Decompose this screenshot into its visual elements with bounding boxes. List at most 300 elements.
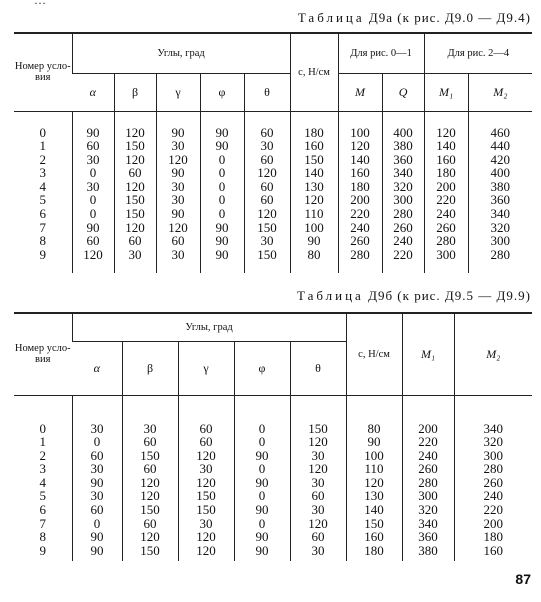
table-cell: 400	[468, 166, 532, 180]
table-d9b	[14, 312, 532, 561]
table-row	[14, 489, 532, 503]
spacer-cell	[244, 261, 290, 273]
table-cell: 240	[338, 221, 382, 235]
table-cell: 120	[122, 476, 178, 490]
table-cell: 30	[72, 462, 122, 476]
spacer-cell	[382, 261, 424, 273]
spacer-cell	[454, 557, 532, 561]
table-cell: 0	[72, 517, 122, 531]
table-cell: 30	[72, 422, 122, 436]
table-cell: 180	[290, 126, 338, 140]
table-cell: 260	[424, 221, 468, 235]
table-cell: 4	[39, 178, 46, 194]
table-cell: 160	[290, 139, 338, 153]
table-cell: 90	[72, 221, 114, 235]
table-cell: 90	[290, 234, 338, 248]
spacer-cell	[468, 111, 532, 126]
table-cell: 240	[382, 234, 424, 248]
table-cell: 120	[290, 193, 338, 207]
table-cell: 120	[338, 139, 382, 153]
table-cell: 240	[402, 449, 454, 463]
table-cell: 0	[39, 124, 46, 140]
table-cell: 120	[122, 530, 178, 544]
spacer-cell	[200, 111, 244, 126]
table-cell: 90	[72, 126, 114, 140]
table-cell: 30	[244, 234, 290, 248]
header-phi: φ	[234, 341, 290, 395]
table-cell: 80	[346, 422, 402, 436]
table-cell: 30	[72, 489, 122, 503]
table-cell: 90	[234, 530, 290, 544]
spacer-cell	[72, 557, 122, 561]
table-cell: 90	[346, 435, 402, 449]
table-cell: 7	[39, 219, 46, 235]
table-cell: 150	[114, 139, 156, 153]
table-cell: 180	[338, 180, 382, 194]
table-cell: 130	[290, 180, 338, 194]
table-cell: 220	[402, 435, 454, 449]
table-cell: 60	[72, 449, 122, 463]
table-cell: 120	[178, 544, 234, 558]
table-b-caption-word: Таблица	[296, 288, 364, 303]
table-cell: 60	[122, 517, 178, 531]
table-cell: 6	[39, 206, 46, 222]
table-cell: 2	[39, 151, 46, 167]
table-cell: 260	[454, 476, 532, 490]
table-cell: 150	[346, 517, 402, 531]
spacer-cell	[338, 261, 382, 273]
table-cell: 60	[244, 153, 290, 167]
table-cell: 140	[346, 503, 402, 517]
table-cell: 280	[424, 234, 468, 248]
spacer-cell	[178, 395, 234, 422]
table-a-body	[14, 111, 532, 273]
spacer-row	[14, 557, 532, 561]
table-cell: 120	[290, 462, 346, 476]
table-cell: 0	[200, 166, 244, 180]
table-cell: 0	[200, 193, 244, 207]
table-cell: 140	[338, 153, 382, 167]
table-cell: 0	[234, 435, 290, 449]
table-cell: 260	[402, 462, 454, 476]
table-cell: 0	[234, 517, 290, 531]
table-row	[14, 449, 532, 463]
table-cell: 0	[72, 166, 114, 180]
table-cell: 150	[122, 544, 178, 558]
spacer-cell	[122, 557, 178, 561]
page-number: 87	[515, 571, 531, 587]
spacer-row	[14, 111, 532, 126]
table-cell: 120	[122, 489, 178, 503]
table-cell: 90	[72, 530, 122, 544]
spacer-cell	[234, 395, 290, 422]
spacer-row	[14, 261, 532, 273]
header-alpha: α	[72, 73, 114, 111]
table-cell: 0	[72, 435, 122, 449]
table-cell: 120	[290, 517, 346, 531]
table-cell: 90	[234, 476, 290, 490]
table-cell: 60	[72, 139, 114, 153]
spacer-cell	[14, 111, 72, 126]
header-condition: Номер усло-вия	[14, 313, 72, 395]
table-cell: 0	[234, 489, 290, 503]
table-cell: 280	[454, 462, 532, 476]
table-cell: 30	[178, 462, 234, 476]
table-cell: 0	[200, 180, 244, 194]
header-gamma: γ	[156, 73, 200, 111]
table-cell: 90	[234, 449, 290, 463]
header-phi: φ	[200, 73, 244, 111]
table-cell: 320	[454, 435, 532, 449]
table-cell: 180	[424, 166, 468, 180]
table-cell: 120	[244, 207, 290, 221]
spacer-cell	[338, 111, 382, 126]
table-cell: 120	[178, 449, 234, 463]
table-row	[14, 221, 532, 235]
table-cell: 30	[72, 153, 114, 167]
table-row	[14, 530, 532, 544]
table-cell: 180	[454, 530, 532, 544]
spacer-cell	[72, 261, 114, 273]
table-cell: 120	[244, 166, 290, 180]
table-cell: 90	[72, 544, 122, 558]
table-cell: 90	[234, 544, 290, 558]
table-cell: 60	[290, 489, 346, 503]
header-theta: θ	[244, 73, 290, 111]
header-group-fig-0-1: Для рис. 0—1	[338, 33, 424, 73]
table-cell: 220	[338, 207, 382, 221]
spacer-cell	[72, 111, 114, 126]
table-cell: 90	[200, 234, 244, 248]
table-cell: 150	[290, 422, 346, 436]
table-row	[14, 126, 532, 140]
table-cell: 340	[402, 517, 454, 531]
table-cell: 90	[156, 166, 200, 180]
spacer-cell	[72, 395, 122, 422]
table-cell: 60	[178, 435, 234, 449]
table-cell: 0	[234, 462, 290, 476]
table-cell: 0	[39, 420, 46, 436]
table-cell: 90	[200, 139, 244, 153]
table-cell: 90	[234, 503, 290, 517]
table-row	[14, 139, 532, 153]
spacer-cell	[290, 261, 338, 273]
table-cell: 280	[338, 248, 382, 262]
table-cell: 0	[200, 153, 244, 167]
table-cell: 30	[72, 180, 114, 194]
table-cell: 240	[454, 489, 532, 503]
table-cell: 120	[178, 530, 234, 544]
table-cell: 110	[290, 207, 338, 221]
table-cell: 380	[468, 180, 532, 194]
table-cell: 180	[346, 544, 402, 558]
table-cell: 80	[290, 248, 338, 262]
table-cell: 300	[424, 248, 468, 262]
table-a-caption-word: Таблица	[297, 10, 365, 25]
table-cell: 60	[72, 503, 122, 517]
table-cell: 120	[156, 221, 200, 235]
table-cell: 0	[200, 207, 244, 221]
table-cell: 150	[122, 449, 178, 463]
header-angles: Углы, град	[72, 313, 346, 341]
header-c: c, Н/см	[346, 313, 402, 395]
table-cell: 1	[39, 138, 46, 154]
spacer-cell	[346, 557, 402, 561]
table-cell: 160	[424, 153, 468, 167]
table-row	[14, 248, 532, 262]
table-cell: 60	[72, 234, 114, 248]
spacer-cell	[402, 395, 454, 422]
table-cell: 380	[382, 139, 424, 153]
table-cell: 150	[114, 193, 156, 207]
table-a-caption	[298, 10, 531, 26]
header-beta: β	[114, 73, 156, 111]
spacer-cell	[382, 111, 424, 126]
table-cell: 120	[346, 476, 402, 490]
table-cell: 30	[290, 476, 346, 490]
table-cell: 0	[72, 207, 114, 221]
table-row	[14, 166, 532, 180]
table-cell: 440	[468, 139, 532, 153]
table-cell: 120	[72, 248, 114, 262]
spacer-cell	[424, 261, 468, 273]
table-d9a	[14, 32, 532, 273]
table-cell: 360	[382, 153, 424, 167]
table-cell: 30	[290, 544, 346, 558]
table-cell: 300	[382, 193, 424, 207]
cut-off-text: …	[34, 0, 46, 7]
table-cell: 60	[244, 180, 290, 194]
header-group-fig-2-4: Для рис. 2—4	[424, 33, 532, 73]
table-cell: 150	[290, 153, 338, 167]
table-row	[14, 517, 532, 531]
table-cell: 0	[72, 193, 114, 207]
table-cell: 120	[178, 476, 234, 490]
table-cell: 340	[382, 166, 424, 180]
table-cell: 90	[72, 476, 122, 490]
table-cell: 200	[424, 180, 468, 194]
table-cell: 120	[114, 180, 156, 194]
table-cell: 150	[114, 207, 156, 221]
table-row	[14, 234, 532, 248]
table-cell: 0	[234, 422, 290, 436]
spacer-row	[14, 395, 532, 422]
table-cell: 120	[156, 153, 200, 167]
table-cell: 30	[156, 248, 200, 262]
table-cell: 260	[382, 221, 424, 235]
table-cell: 150	[244, 221, 290, 235]
table-cell: 120	[290, 435, 346, 449]
table-cell: 150	[244, 248, 290, 262]
table-b-caption-rest: Д9б (к рис. Д9.5 — Д9.9)	[368, 288, 531, 303]
table-cell: 5	[39, 488, 46, 504]
table-cell: 320	[468, 221, 532, 235]
table-cell: 30	[290, 503, 346, 517]
table-cell: 320	[402, 503, 454, 517]
table-cell: 30	[244, 139, 290, 153]
table-cell: 340	[468, 207, 532, 221]
table-row	[14, 462, 532, 476]
spacer-cell	[290, 395, 346, 422]
table-cell: 30	[178, 517, 234, 531]
table-cell: 60	[290, 530, 346, 544]
table-row	[14, 544, 532, 558]
table-cell: 90	[200, 221, 244, 235]
table-cell: 280	[382, 207, 424, 221]
table-row	[14, 503, 532, 517]
table-b-body	[14, 395, 532, 561]
table-cell: 60	[122, 462, 178, 476]
header-gamma: γ	[178, 341, 234, 395]
table-cell: 8	[39, 233, 46, 249]
spacer-cell	[178, 557, 234, 561]
spacer-cell	[234, 557, 290, 561]
table-cell: 100	[346, 449, 402, 463]
table-cell: 100	[290, 221, 338, 235]
spacer-cell	[454, 395, 532, 422]
spacer-cell	[14, 261, 72, 273]
table-cell: 30	[156, 193, 200, 207]
table-cell: 360	[402, 530, 454, 544]
table-cell: 220	[424, 193, 468, 207]
table-cell: 60	[114, 234, 156, 248]
table-cell: 30	[114, 248, 156, 262]
table-cell: 200	[338, 193, 382, 207]
header-q: Q	[382, 73, 424, 111]
spacer-cell	[122, 395, 178, 422]
header-alpha: α	[72, 341, 122, 395]
table-cell: 120	[114, 221, 156, 235]
table-cell: 120	[424, 126, 468, 140]
spacer-cell	[402, 557, 454, 561]
table-cell: 260	[338, 234, 382, 248]
header-m: M	[338, 73, 382, 111]
table-cell: 320	[382, 180, 424, 194]
header-beta: β	[122, 341, 178, 395]
table-row	[14, 207, 532, 221]
table-cell: 360	[468, 193, 532, 207]
table-cell: 30	[290, 449, 346, 463]
table-row	[14, 153, 532, 167]
table-row	[14, 180, 532, 194]
table-cell: 90	[156, 126, 200, 140]
table-cell: 3	[39, 165, 46, 181]
header-angles: Углы, град	[72, 33, 290, 73]
spacer-cell	[290, 557, 346, 561]
spacer-cell	[424, 111, 468, 126]
table-cell: 420	[468, 153, 532, 167]
table-cell: 300	[468, 234, 532, 248]
table-cell: 8	[39, 529, 46, 545]
table-cell: 30	[156, 180, 200, 194]
table-cell: 60	[122, 435, 178, 449]
table-cell: 30	[122, 422, 178, 436]
table-cell: 60	[178, 422, 234, 436]
table-cell: 200	[454, 517, 532, 531]
table-cell: 3	[39, 461, 46, 477]
table-cell: 90	[200, 126, 244, 140]
table-cell: 300	[454, 449, 532, 463]
header-c: c, Н/см	[290, 33, 338, 111]
spacer-cell	[14, 557, 72, 561]
table-cell: 140	[424, 139, 468, 153]
table-cell: 150	[122, 503, 178, 517]
table-cell: 460	[468, 126, 532, 140]
table-cell: 7	[39, 515, 46, 531]
table-cell: 130	[346, 489, 402, 503]
spacer-cell	[14, 395, 72, 422]
table-cell: 160	[346, 530, 402, 544]
spacer-cell	[114, 111, 156, 126]
table-b-caption	[297, 288, 531, 304]
table-cell: 220	[454, 503, 532, 517]
table-cell: 220	[382, 248, 424, 262]
table-cell: 400	[382, 126, 424, 140]
table-cell: 60	[244, 193, 290, 207]
table-cell: 300	[402, 489, 454, 503]
table-cell: 280	[468, 248, 532, 262]
table-cell: 60	[156, 234, 200, 248]
header-theta: θ	[290, 341, 346, 395]
spacer-cell	[244, 111, 290, 126]
spacer-cell	[200, 261, 244, 273]
header-m1: M₁	[424, 73, 468, 111]
spacer-cell	[156, 111, 200, 126]
spacer-cell	[114, 261, 156, 273]
table-cell: 6	[39, 502, 46, 518]
table-row	[14, 193, 532, 207]
spacer-cell	[468, 261, 532, 273]
table-cell: 90	[156, 207, 200, 221]
cut-off-text-line	[0, 0, 541, 8]
table-cell: 60	[244, 126, 290, 140]
table-cell: 9	[39, 246, 46, 262]
table-cell: 110	[346, 462, 402, 476]
table-cell: 340	[454, 422, 532, 436]
header-m2: M₂	[454, 313, 532, 395]
table-cell: 380	[402, 544, 454, 558]
spacer-cell	[346, 395, 402, 422]
table-cell: 30	[156, 139, 200, 153]
header-condition: Номер усло-вия	[14, 33, 72, 111]
table-row	[14, 435, 532, 449]
table-row	[14, 422, 532, 436]
table-cell: 120	[114, 153, 156, 167]
table-cell: 1	[39, 434, 46, 450]
table-cell: 90	[200, 248, 244, 262]
spacer-cell	[156, 261, 200, 273]
table-cell: 150	[178, 503, 234, 517]
table-cell: 60	[114, 166, 156, 180]
spacer-cell	[290, 111, 338, 126]
table-cell: 150	[178, 489, 234, 503]
table-a-caption-rest: Д9а (к рис. Д9.0 — Д9.4)	[368, 10, 531, 25]
table-cell: 5	[39, 192, 46, 208]
table-row	[14, 476, 532, 490]
header-m2: M₂	[468, 73, 532, 111]
table-cell: 120	[114, 126, 156, 140]
table-cell: 160	[338, 166, 382, 180]
table-cell: 200	[402, 422, 454, 436]
table-cell: 160	[454, 544, 532, 558]
table-cell: 280	[402, 476, 454, 490]
table-cell: 2	[39, 447, 46, 463]
table-cell: 240	[424, 207, 468, 221]
table-cell: 100	[338, 126, 382, 140]
header-m1: M₁	[402, 313, 454, 395]
table-cell: 9	[39, 542, 46, 558]
table-cell: 140	[290, 166, 338, 180]
